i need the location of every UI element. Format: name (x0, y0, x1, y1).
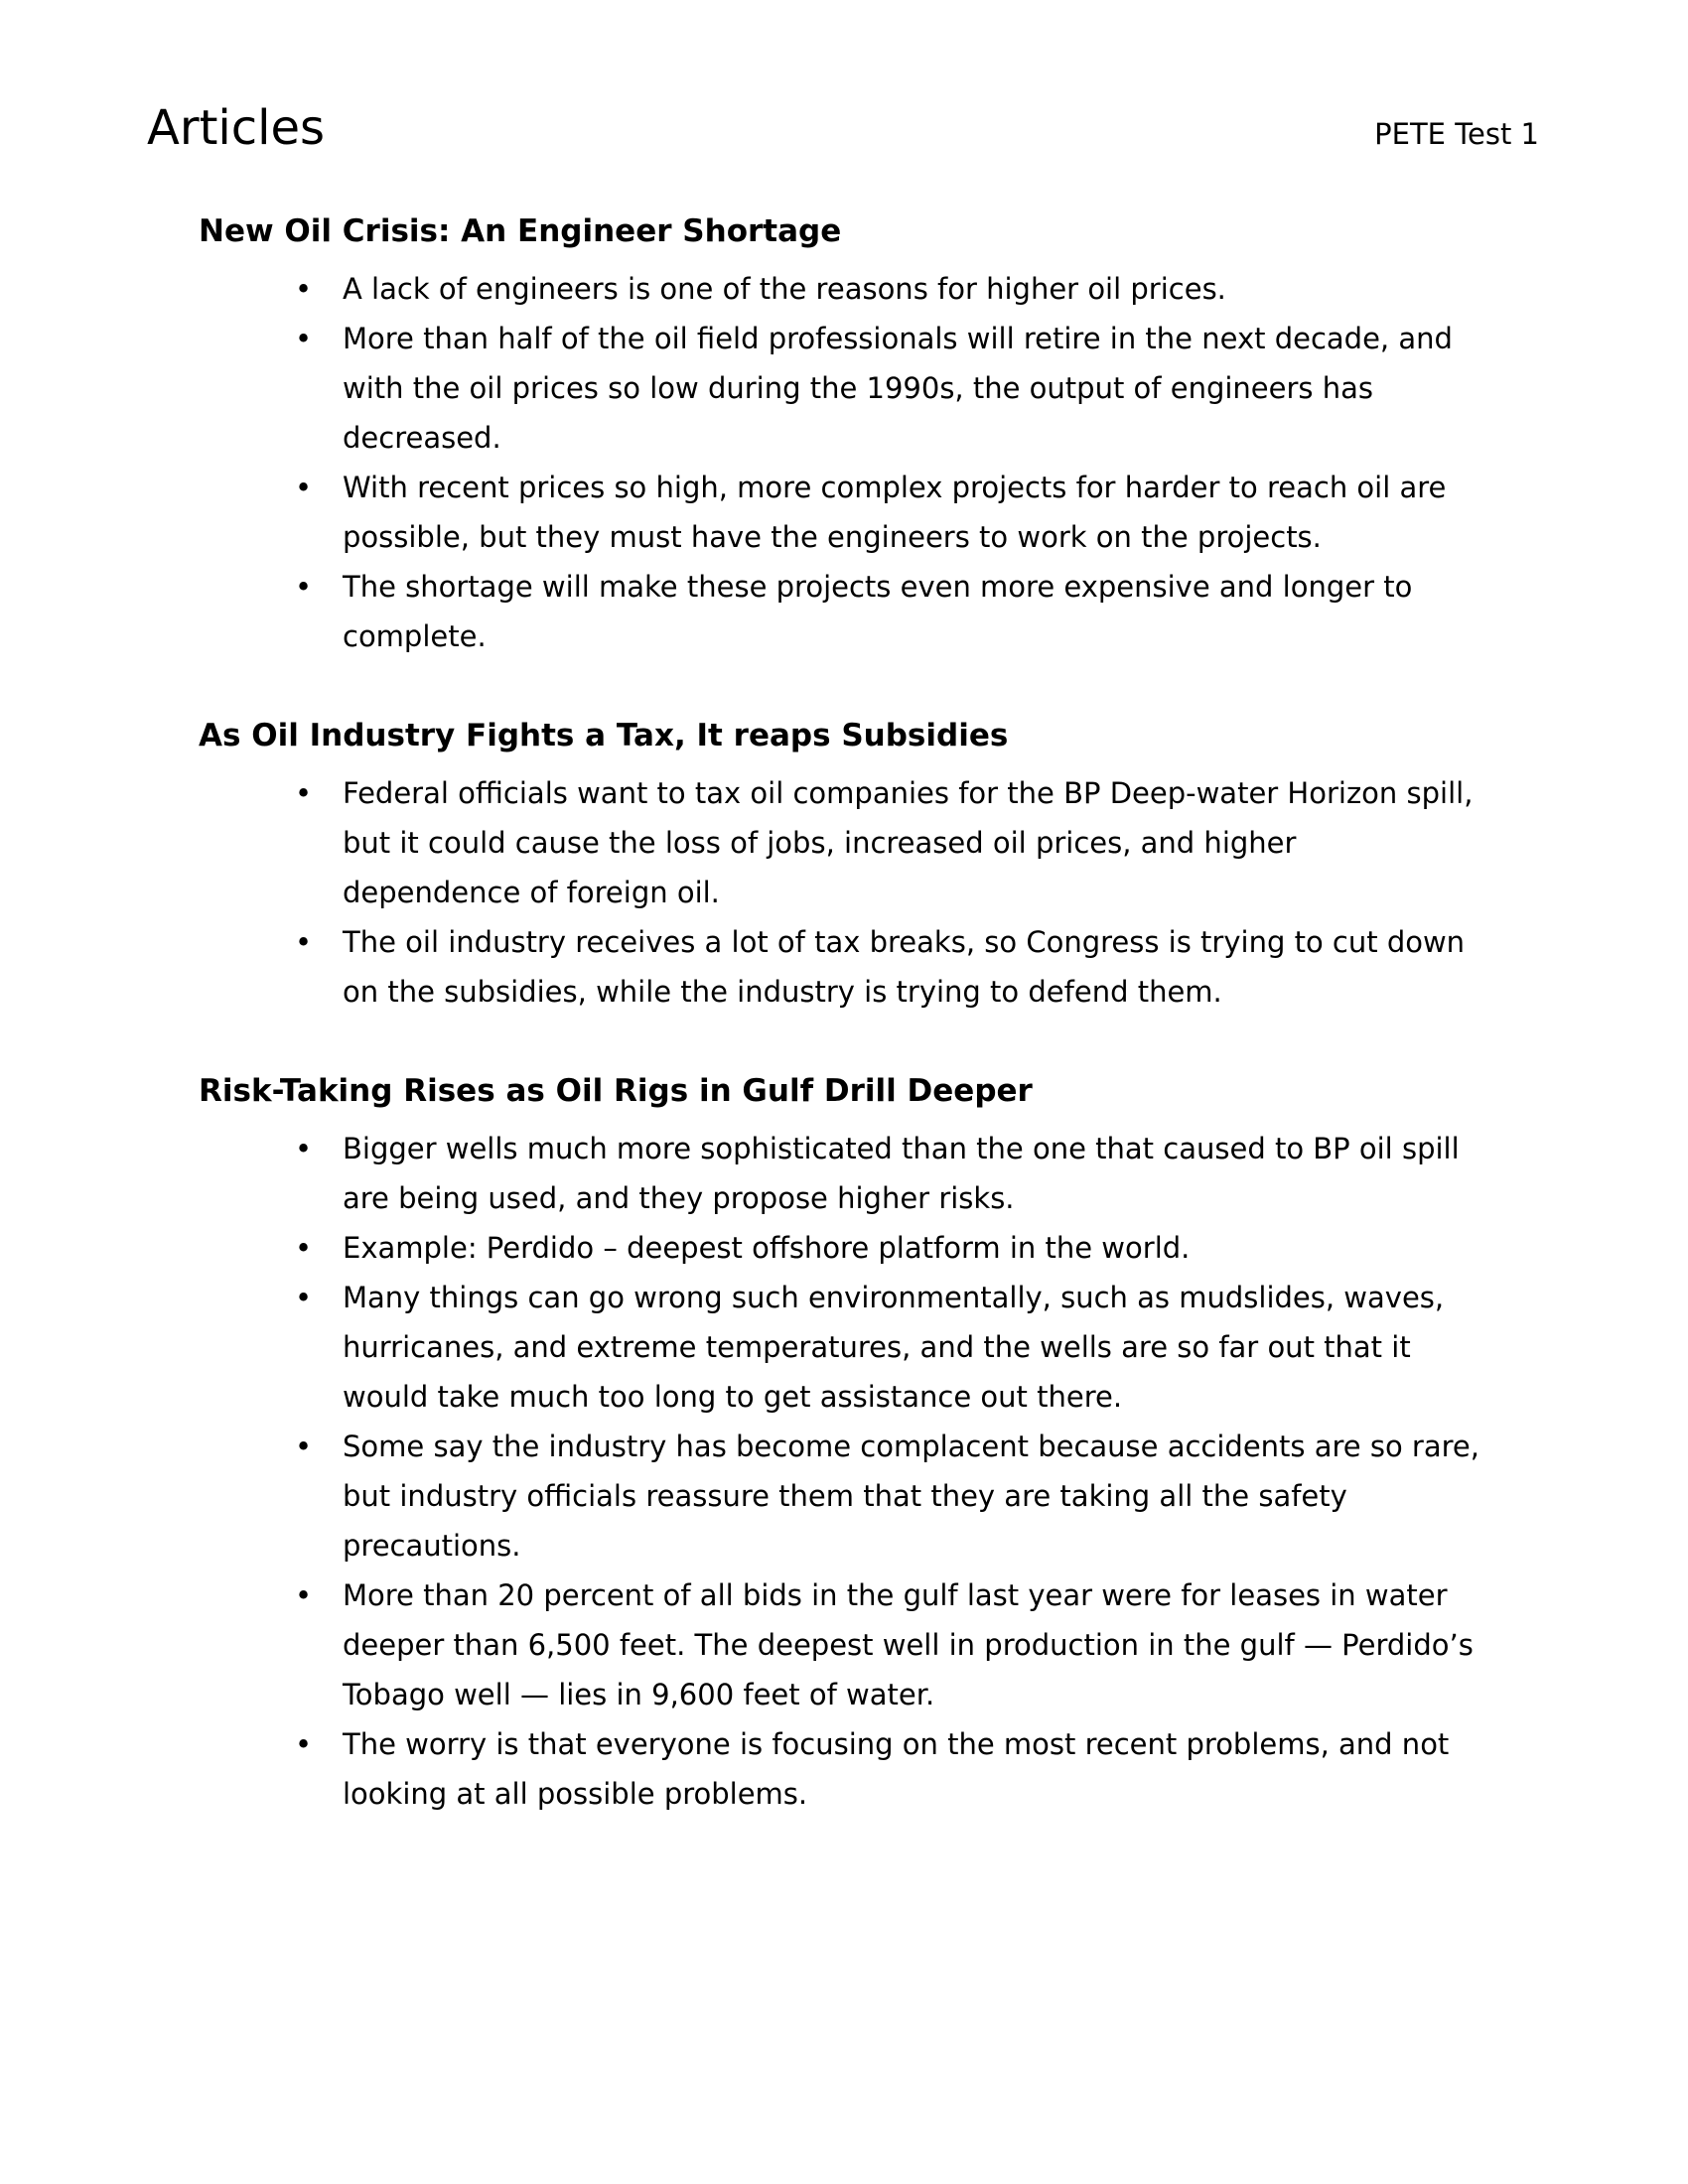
bullet-item: • Bigger wells much more sophisticated than the one that caused to BP oil spill are being used, and they propose higher risks. (343, 1124, 1479, 1223)
section-risk-taking (199, 1066, 1688, 1819)
bullet-item: • More than half of the oil field professionals will retire in the next decade, and with the oil prices so low during the 1990s, the output of engineers has decreased. (343, 314, 1479, 463)
section-new-oil-crisis (199, 206, 1688, 661)
bullet-list (199, 768, 1479, 1017)
bullet-item: • With recent prices so high, more complex projects for harder to reach oil are possible, but they must have the engineers to work on the projects. (343, 463, 1479, 562)
document-header (0, 0, 1688, 157)
header-right-label: PETE Test 1 (1374, 117, 1539, 151)
bullet-item: • Many things can go wrong such environmentally, such as mudslides, waves, hurricanes, and extreme temperatures, and the wells are so far out that it would take much too long to get assistance out there. (343, 1273, 1479, 1422)
bullet-list (199, 264, 1479, 661)
bullet-item: • The worry is that everyone is focusing on the most recent problems, and not looking at all possible problems. (343, 1719, 1479, 1819)
bullet-item: • The shortage will make these projects even more expensive and longer to complete. (343, 562, 1479, 661)
section-oil-industry-tax (199, 711, 1688, 1017)
bullet-item: • A lack of engineers is one of the reasons for higher oil prices. (343, 264, 1479, 314)
bullet-item: • More than 20 percent of all bids in the gulf last year were for leases in water deeper than 6,500 feet. The deepest well in production in the gulf — Perdido’s Tobago well — lies in 9,600 feet of water. (343, 1570, 1479, 1719)
bullet-item: • Federal officials want to tax oil companies for the BP Deep-water Horizon spill, but it could cause the loss of jobs, increased oil prices, and higher dependence of foreign oil. (343, 768, 1479, 917)
bullet-item: • Example: Perdido – deepest offshore platform in the world. (343, 1223, 1479, 1273)
bullet-item: • The oil industry receives a lot of tax breaks, so Congress is trying to cut down on the subsidies, while the industry is trying to defend them. (343, 917, 1479, 1017)
document-body (0, 206, 1688, 1819)
section-heading: New Oil Crisis: An Engineer Shortage (199, 213, 842, 249)
bullet-item: • Some say the industry has become complacent because accidents are so rare, but industry officials reassure them that they are taking all the safety precautions. (343, 1422, 1479, 1570)
bullet-list (199, 1124, 1479, 1819)
section-heading: As Oil Industry Fights a Tax, It reaps Subsidies (199, 718, 1009, 753)
section-heading: Risk-Taking Rises as Oil Rigs in Gulf Drill Deeper (199, 1073, 1033, 1109)
page-title: Articles (147, 100, 325, 156)
